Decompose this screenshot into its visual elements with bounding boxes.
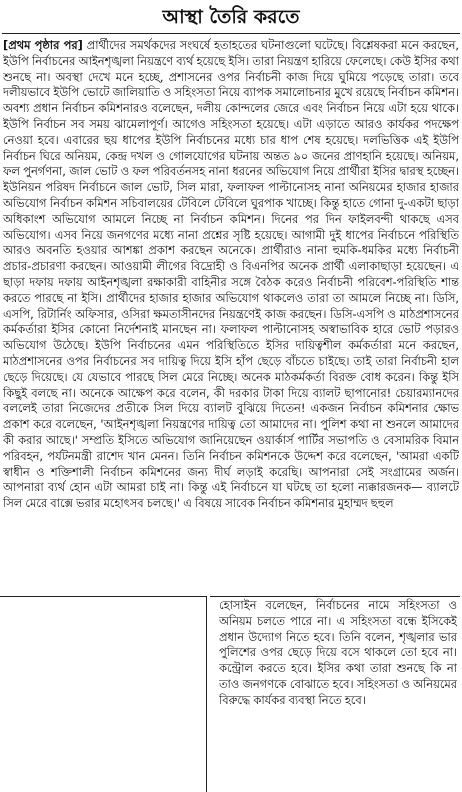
article-headline: আস্থা তৈরি করতে: [162, 6, 300, 28]
article-body-text: প্রার্থীদের সমর্থকদের সংঘর্ষে হতাহতের ঘটনাগুলো ঘটেছে। বিশ্লেষকরা মনে করছেন, ইউপি নির্বাচনের আইনশৃঙ্খলা নিয়ন্ত্রণে ব্যর্থ হয়েছে ইসি। তারা নিয়ন্ত্রণ হারিয়ে ফেলেছে। কেউ ইসির কথা শুনছে না। অবস্থা দেখে মনে হচ্ছে, প্রশাসনের ওপর নির্বাচনী কাজ দিয়ে ঘুমিয়ে পড়েছে তারা। তবে দলীয়ভাবে ইউপি ভোটে জালিয়াতি ও সহিংসতা নিয়ে ব্যাপক সমালোচনার মুখে রয়েছে নির্বাচন কমিশন। অবশ্য প্রধান নির্বাচন কমিশনারও বলেছেন, দলীয় কোন্দলের জেরে এবং নির্বাচন নিয়ে এটা হয়ে থাকে। ইউপি নির্বাচন সব সময় ঝামেলাপূর্ণ। আগেও সহিংসতা হয়েছে। এটা এড়াতে আরও কার্যকর পদক্ষেপ নেওয়া হবে। এবারের ছয় ধাপের ইউপি নির্বাচনের মধ্যে চার ধাপ শেষ হয়েছে। দলভিত্তিক এই ইউপি নির্বাচন ঘিরে অনিয়ম, কেন্দ্র দখল ও গোলযোগের ঘটনায় অন্তত ৯০ জনের প্রাণহানি হয়েছে। অনিয়ম, ফল পুনর্গণনা, জাল ভোট ও ফল পরিবর্তনসহ নানা ধরনের অভিযোগ নিয়ে প্রার্থীরা ইসির দ্বারস্থ হচ্ছেন। ইউনিয়ন পরিষদ নির্বাচনে জাল ভোট, সিল মারা, ফলাফল পাল্টানোসহ নানা অনিয়মের হাজার হাজার অভিযোগ নির্বাচন কমিশন সচিবালয়ের টেবিলে টেবিলে ঘুরপাক খাচ্ছে। কিন্তু হাতে গোনা দু-একটা ছাড়া অধিকাংশ অভিযোগ আমলে নিচ্ছে না নির্বাচন কমিশন। দিনের পর দিন ফাইলবন্দী থাকছে এসব অভিযোগ। এসব নিয়ে জনগণের মধ্যে নানা প্রশ্নের সৃষ্টি হয়েছে। আগামী দুই ধাপের নির্বাচনে পরিস্থিতি আরও অবনতি হওয়ার আশঙ্কা প্রকাশ করছেন অনেকে। প্রার্থীরাও নানা হুমকি-ধমকির মধ্যে নির্বাচনী প্রচার-প্রচারণা করছেন। আওয়ামী লীগের বিদ্রোহী ও বিএনপির অনেক প্রার্থী এলাকাছাড়া হয়েছেন। এ ছাড়া দফায় দফায় আইনশৃঙ্খলা রক্ষাকারী বাহিনীর সঙ্গে বৈঠক করেও নির্বাচনী পরিবেশ-পরিস্থিতি শান্ত করতে পারছে না ইসি। প্রার্থীদের হাজার হাজার অভিযোগ থাকলেও তারা তা আমলে নিচ্ছে না। ডিসি, এসপি, রিটার্নিং অফিসার, ওসিরা ক্ষমতাসীনদের নিয়ন্ত্রণেই কাজ করছেন। ডিসি-এসপি ও মাঠপ্রশাসনের কর্মকর্তারা ইসির কোনো নির্দেশনাই মানছেন না। ফলাফল পাল্টানোসহ অস্বাভাবিক হারে ভোট পড়ারও অভিযোগ উঠেছে। ইউপি নির্বাচনের এমন পরিস্থিতিতে ইসির দায়িত্বশীল কর্মকর্তারা মনে করছেন, মাঠপ্রশাসনের ওপর নির্বাচনের সব দায়িত্ব দিয়ে ইসি হাঁপ ছেড়ে বাঁচতে চাইছে। তাই তারা নির্বাচনী হাল ছেড়ে দিয়েছে। যে যেভাবে পারছে সিল মেরে নিচ্ছে। অনেক মাঠকর্মকর্তা বিরক্ত বোধ করেন। কিন্তু ইসি কিছুই বলছে না। অনেকে আক্ষেপ করে বলেন, কী দরকার টাকা দিয়ে ব্যালট ছাপানোর! চেয়ারম্যানদের বললেই তারা নিজেদের প্রতীকে সিল দিয়ে ব্যালট বুঝিয়ে দিতেন! একজন নির্বাচন কমিশনার ক্ষোভ প্রকাশ করে বলেছেন, 'আইনশৃঙ্খলা নিয়ন্ত্রণের দায়িত্ব তো আমাদের না। পুলিশ কথা না শুনলে আমাদের কী করার আছে।' সম্প্রতি ইসিতে অভিযোগ জানিয়েছেন ওয়ার্কার্স পার্টির সভাপতি ও বেসামরিক বিমান পরিবহন, পর্যটনমন্ত্রী রাশেদ খান মেনন। তিনি নির্বাচন কমিশনকে উদ্দেশ করে বলেছেন, 'আমরা একটি স্বাধীন ও শক্তিশালী নির্বাচন কমিশনের জন্য দীর্ঘ লড়াই করেছি। আপনারা সেই সংগ্রামের অর্জন। আপনারা ব্যর্থ হোন এটা আমরা চাই না। কিন্তু এই নির্বাচনে যা ঘটছে তা হলো ন্যক্কারজনক— ব্যালটে সিল মেরে বাক্সে ভরার মহোৎসব চলছে।' এ বিষয়ে সাবেক নির্বাচন কমিশনার মুহাম্মদ ছহুল: [3, 38, 459, 511]
article-body: [3, 38, 459, 596]
headline-divider: [2, 33, 460, 34]
continuation-marker: [প্রথম পৃষ্ঠার পর]: [3, 38, 83, 52]
column-divider: [210, 596, 460, 597]
photo-frame: [0, 596, 207, 792]
article-side-column: হোসাইন বলেছেন, নির্বাচনের নামে সহিংসতা ও অনিয়ম চলতে পারে না। এ সহিংসতা বন্ধে ইসিকেই প্রধান উদ্যোগ নিতে হবে। তিনি বলেন, শৃঙ্খলার ভার পুলিশের ওপর ছেড়ে দিয়ে বসে থাকলে তো হবে না। কন্ট্রোল করতে হবে। ইসির কথা তারা শুনছে কি না তাও জনগণকে বোঝাতে হবে। সহিংসতা ও অনিয়মের বিরুদ্ধে কার্যকর ব্যবস্থা নিতে হবে।: [219, 598, 457, 707]
